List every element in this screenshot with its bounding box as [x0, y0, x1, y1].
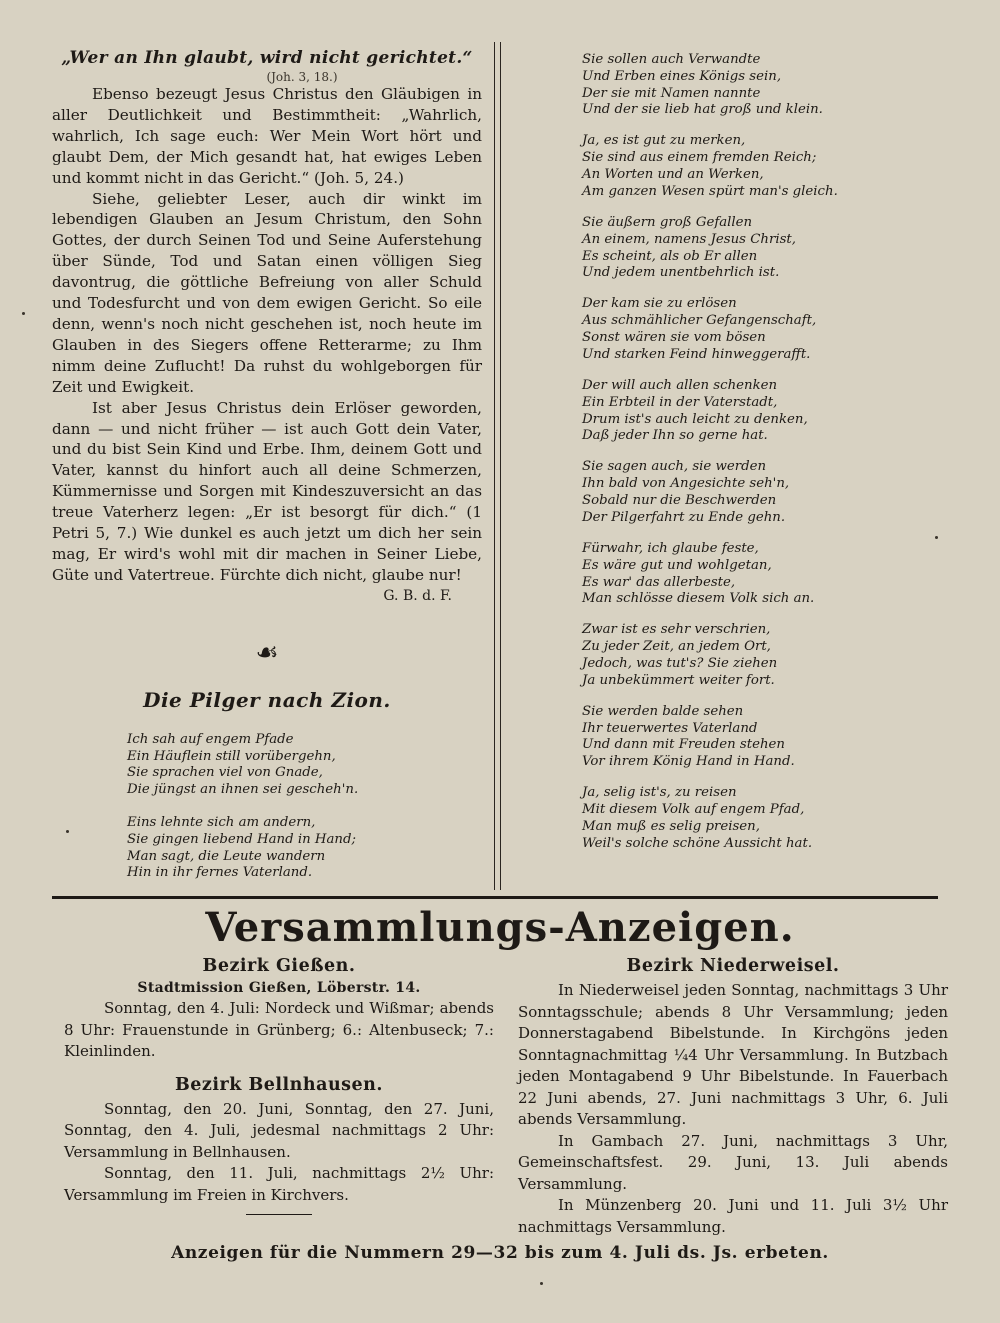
poem-title: Die Pilger nach Zion. — [143, 687, 391, 712]
district-giessen-title: Bezirk Gießen. — [202, 956, 356, 976]
poem-verse: Aus schmählicher Gefangenschaft, — [582, 313, 817, 329]
poem-stanza — [582, 296, 882, 363]
poem-verse: Ein Erbteil in der Vaterstadt, — [582, 394, 778, 410]
poem-verse: Der will auch allen schenken — [582, 377, 778, 393]
short-divider — [246, 1214, 312, 1215]
poem-verse: Jedoch, was tut's? Sie ziehen — [582, 655, 778, 671]
announcements-footer: Anzeigen für die Nummern 29—32 bis zum 4. Juli ds. Js. erbeten. — [171, 1243, 829, 1263]
poem-verse: Der sie mit Namen nannte — [582, 85, 761, 101]
poem-stanza — [582, 459, 882, 526]
left-column — [52, 48, 482, 898]
district-giessen-text: Sonntag, den 4. Juli: Nordeck und Wißmar; abends 8 Uhr: Frauenstunde in Grünberg; 6.: Altenbuseck; 7.: Kleinlinden. — [64, 999, 494, 1060]
announcements-heading: Versammlungs-Anzeigen. — [205, 904, 795, 951]
poem-verse: Der kam sie zu erlösen — [582, 296, 737, 312]
paper-speck — [935, 536, 938, 539]
announcements-left-column — [64, 956, 494, 1215]
poem-stanza — [582, 378, 882, 445]
district-niederweisel-text: In Niederweisel jeden Sonntag, nachmittags 3 Uhr Sonntagsschule; abends 8 Uhr Versammlung; jeden Donnerstagabend Bibelstunde. In Kirchgöns jeden Sonntagnachmittag ¼4 Uhr Versammlung. In Butzbach jeden Montagabend 9 Uhr Bibelstunde. In Fauerbach 22 Juni abends, 27. Juni nachmittags 3 Uhr, 6. Juli abends Versammlung. — [518, 981, 948, 1128]
poem-verse: Es scheint, als ob Er allen — [582, 248, 758, 264]
district-niederweisel-text: In Münzenberg 20. Juni und 11. Juli 3½ Uhr nachmittags Versammlung. — [518, 1196, 948, 1236]
district-bellnhausen-text: Sonntag, den 11. Juli, nachmittags 2½ Uhr: Versammlung im Freien in Kirchvers. — [64, 1164, 494, 1204]
poem-verse: Sie werden balde sehen — [582, 703, 744, 719]
paper-speck — [540, 1282, 543, 1285]
poem-verse: Und dann mit Freuden stehen — [582, 737, 785, 753]
poem-verse: Vor ihrem König Hand in Hand. — [582, 754, 795, 770]
poem-verse: An Worten und an Werken, — [582, 167, 764, 183]
quote-reference: (Joh. 3, 18.) — [266, 70, 338, 84]
poem-verse: Sie äußern groß Gefallen — [582, 214, 753, 230]
article-paragraph: Ist aber Jesus Christus dein Erlöser geworden, dann — und nicht früher — ist auch Gott dein Vater, und du bist Sein Kind und Erbe. Ihm, deinem Gott und Vater, kannst du hinfort auch all deine Schmerzen, Kümmernisse und Sorgen mit Kindeszuversicht an das treue Vaterherz legen: „Er ist besorgt für dich.“ (1 Petri 5, 7.) Wie dunkel es auch jetzt um dich her sein mag, Er wird's wohl mit dir machen in Seiner Liebe, Güte und Vatertreue. Fürchte dich nicht, glaube nur! — [52, 398, 482, 584]
poem-verse: Sobald nur die Beschwerden — [582, 493, 777, 509]
poem-verse: Am ganzen Wesen spürt man's gleich. — [582, 183, 838, 199]
poem-verse: Eins lehnte sich am andern, — [127, 814, 316, 830]
poem-verse: Und Erben eines Königs sein, — [582, 68, 782, 84]
poem-verse: Zu jeder Zeit, an jedem Ort, — [582, 639, 771, 655]
poem-stanza — [582, 541, 882, 608]
right-column — [582, 52, 882, 867]
ornament-icon: ☙ — [255, 637, 279, 668]
poem-verse: Ja, es ist gut zu merken, — [582, 133, 746, 149]
announcements-right-column — [518, 956, 948, 1238]
poem-stanza — [127, 732, 482, 799]
poem-verse: Die jüngst an ihnen sei gescheh'n. — [127, 782, 359, 798]
poem-verse: Es wäre gut und wohlgetan, — [582, 557, 772, 573]
poem-verse: Hin in ihr fernes Vaterland. — [127, 865, 313, 881]
article-signature: G. B. d. F. — [383, 587, 452, 604]
poem-verse: Man sagt, die Leute wandern — [127, 848, 326, 864]
district-niederweisel-text: In Gambach 27. Juni, nachmittags 3 Uhr, Gemeinschaftsfest. 29. Juni, 13. Juli abends Versammlung. — [518, 1131, 948, 1193]
poem-verse: Man schlösse diesem Volk sich an. — [582, 591, 815, 607]
poem-verse: Zwar ist es sehr verschrien, — [582, 622, 771, 638]
poem-stanza — [127, 815, 482, 882]
poem-verse: Sie gingen liebend Hand in Hand; — [127, 831, 356, 847]
poem-verse: Es war' das allerbeste, — [582, 574, 736, 590]
poem-verse: Drum ist's auch leicht zu denken, — [582, 411, 808, 427]
poem-verse: Mit diesem Volk auf engem Pfad, — [582, 802, 805, 818]
poem-verse: Der Pilgerfahrt zu Ende gehn. — [582, 509, 786, 525]
poem-stanza — [582, 622, 882, 689]
poem-verse: Daß jeder Ihn so gerne hat. — [582, 428, 768, 444]
poem-verse: Ja unbekümmert weiter fort. — [582, 672, 775, 688]
poem-stanza — [582, 215, 882, 282]
poem-verse: Ihr teuerwertes Vaterland — [582, 720, 758, 736]
poem-verse: Und starken Feind hinweggerafft. — [582, 346, 811, 362]
paper-speck — [66, 830, 69, 833]
poem-verse: Weil's solche schöne Aussicht hat. — [582, 835, 813, 851]
column-divider — [494, 42, 501, 890]
poem-stanza — [582, 133, 882, 200]
poem-stanza — [582, 704, 882, 771]
poem-verse: Ich sah auf engem Pfade — [127, 731, 294, 747]
poem-verse: Und jedem unentbehrlich ist. — [582, 265, 780, 281]
poem-verse: Fürwahr, ich glaube feste, — [582, 540, 759, 556]
poem-verse: Sonst wären sie vom bösen — [582, 330, 766, 346]
poem-verse: Ein Häuflein still vorübergehn, — [127, 748, 336, 764]
article-paragraph: Ebenso bezeugt Jesus Christus den Gläubigen in aller Deutlichkeit und Bestimmtheit: „Wahrlich, wahrlich, Ich sage euch: Wer Mein Wort hört und glaubt Dem, der Mich gesandt hat, hat ewiges Leben und kommt nicht in das Gericht.“ (Joh. 5, 24.) — [52, 85, 482, 187]
section-divider — [52, 896, 938, 899]
poem-stanza — [582, 52, 882, 119]
poem-verse: Sie sagen auch, sie werden — [582, 459, 767, 475]
district-bellnhausen-title: Bezirk Bellnhausen. — [175, 1074, 383, 1095]
poem-verse: Sie sprachen viel von Gnade, — [127, 765, 323, 781]
poem-verse: Ihn bald von Angesichte seh'n, — [582, 476, 790, 492]
poem-verse: Sie sind aus einem fremden Reich; — [582, 150, 817, 166]
poem-verse: Sie sollen auch Verwandte — [582, 52, 761, 67]
district-giessen-subtitle: Stadtmission Gießen, Löberstr. 14. — [137, 980, 421, 996]
article-paragraph: Siehe, geliebter Leser, auch dir winkt im lebendigen Glauben an Jesum Christum, den Sohn Gottes, der durch Seinen Tod und Seine Auferstehung über Sünde, Tod und Satan einen völligen Sieg davontrug, die göttliche Befreiung von aller Schuld und Todesfurcht und von dem ewigen Gericht. So eile denn, wenn's noch nicht geschehen ist, noch heute im Glauben in des Siegers offene Retterarme; zu Ihm nimm deine Zuflucht! Da ruhst du wohlgeborgen für Zeit und Ewigkeit. — [52, 189, 482, 396]
poem-verse: Und der sie lieb hat groß und klein. — [582, 102, 823, 118]
poem-verse: An einem, namens Jesus Christ, — [582, 231, 796, 247]
poem-stanza — [582, 785, 882, 852]
district-niederweisel-title: Bezirk Niederweisel. — [626, 956, 840, 976]
poem-verse: Ja, selig ist's, zu reisen — [582, 785, 737, 801]
paper-speck — [22, 312, 25, 315]
district-bellnhausen-text: Sonntag, den 20. Juni, Sonntag, den 27. Juni, Sonntag, den 4. Juli, jedesmal nachmittags 2 Uhr: Versammlung in Bellnhausen. — [64, 1099, 494, 1161]
poem-part-left — [127, 732, 482, 882]
quote-title: „Wer an Ihn glaubt, wird nicht gerichtet.“ — [61, 48, 473, 68]
poem-verse: Man muß es selig preisen, — [582, 818, 760, 834]
